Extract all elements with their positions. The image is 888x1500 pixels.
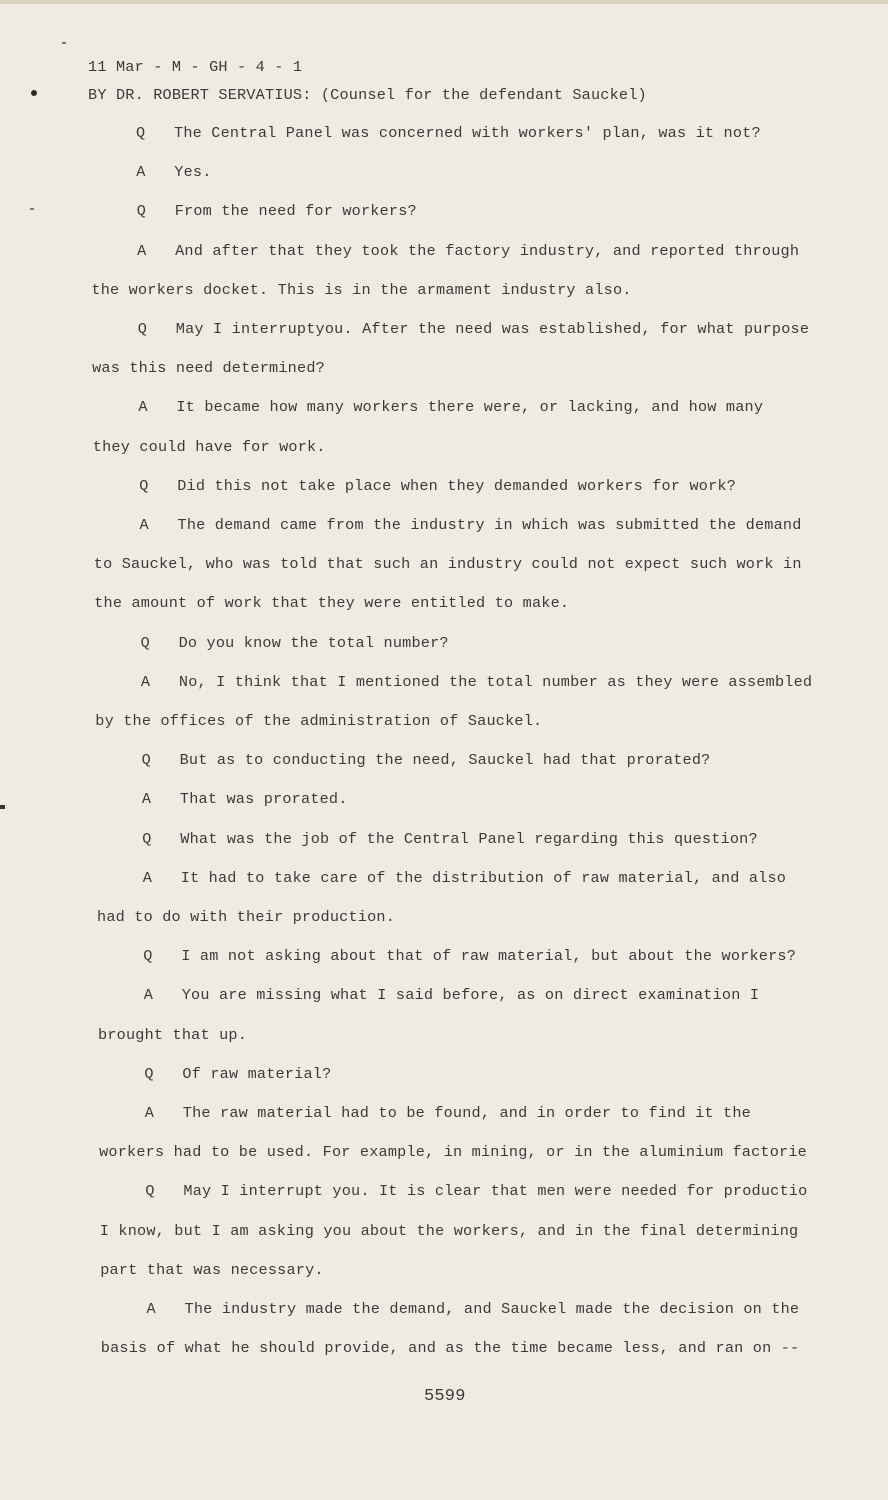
- speaker-label: A: [141, 790, 152, 809]
- transcript-line-answer: [142, 790, 348, 808]
- line-text: It had to take care of the distribution of raw material, and also: [180, 868, 787, 887]
- transcript-line-continuation: [98, 1026, 247, 1044]
- line-text: May I interrupt you. It is clear that men were needed for productio: [183, 1182, 808, 1201]
- line-text: part that was necessary.: [100, 1260, 324, 1279]
- transcript-line-question: [142, 830, 757, 848]
- line-text: The Central Panel was concerned with workers' plan, was it not?: [174, 124, 761, 142]
- transcript-line-answer: [136, 163, 211, 181]
- transcript-line-continuation: [93, 438, 326, 456]
- speaker-label: A: [142, 868, 153, 887]
- speaker-label: A: [138, 398, 148, 417]
- speaker-label: A: [136, 163, 146, 182]
- transcript-line-question: [143, 947, 796, 965]
- transcript-line-question: [136, 124, 761, 142]
- transcript-line-continuation: [100, 1222, 799, 1240]
- page-number: 5599: [424, 1387, 466, 1406]
- punch-hole-mark: [31, 90, 37, 96]
- transcript-line-continuation: [97, 908, 395, 926]
- speaker-label: Q: [142, 829, 152, 848]
- line-text: Of raw material?: [182, 1064, 332, 1083]
- transcript-line-answer: [141, 673, 812, 691]
- transcript-line-continuation: [100, 1261, 324, 1279]
- speaker-label: Q: [136, 202, 147, 221]
- margin-mark: [62, 42, 66, 44]
- line-text: From the need for workers?: [174, 202, 417, 221]
- line-text: they could have for work.: [92, 437, 326, 456]
- transcript-line-continuation: [92, 359, 325, 377]
- page-top-edge: [0, 0, 888, 4]
- line-text: basis of what he should provide, and as the time became less, and ran on --: [100, 1339, 800, 1358]
- speaker-label: Q: [144, 1064, 154, 1083]
- line-text: No, I think that I mentioned the total number as they were assembled: [178, 672, 813, 691]
- transcript-line-answer: [144, 986, 759, 1004]
- line-text: Do you know the total number?: [178, 633, 449, 652]
- line-text: workers had to be used. For example, in mining, or in the aluminium factorie: [99, 1143, 807, 1162]
- margin-mark: [30, 208, 34, 210]
- line-text: the workers docket. This is in the armament industry also.: [91, 280, 632, 299]
- transcript-line-question: [144, 1065, 331, 1083]
- transcript-line-question: [142, 751, 711, 769]
- document-reference: 11 Mar - M - GH - 4 - 1: [88, 58, 303, 76]
- line-text: by the offices of the administration of Sauckel.: [95, 712, 543, 730]
- speaker-label: Q: [136, 124, 146, 142]
- line-text: brought that up.: [98, 1025, 248, 1044]
- line-text: The industry made the demand, and Sauckel made the decision on the: [184, 1300, 800, 1318]
- speaker-label: A: [144, 1104, 155, 1122]
- line-text: Yes.: [174, 163, 212, 182]
- transcript-line-question: [137, 202, 417, 220]
- transcript-line-answer: [138, 398, 763, 416]
- speaker-label: Q: [139, 476, 149, 495]
- speaker-label: Q: [143, 947, 153, 966]
- transcript-line-question: [139, 477, 736, 495]
- transcript-line-continuation: [95, 712, 542, 730]
- line-text: I know, but I am asking you about the workers, and in the final determining: [99, 1221, 799, 1240]
- line-text: What was the job of the Central Panel regarding this question?: [180, 829, 758, 848]
- line-text: You are missing what I said before, as on direct examination I: [181, 986, 760, 1005]
- line-text: The demand came from the industry in which was submitted the demand: [177, 516, 802, 534]
- transcript-line-question: [138, 320, 809, 338]
- transcript-line-answer: [145, 1104, 751, 1122]
- speaker-label: A: [143, 986, 154, 1005]
- speaker-label: A: [146, 1300, 156, 1318]
- line-text: And after that they took the factory industry, and reported through: [175, 241, 800, 260]
- speaker-label: Q: [140, 633, 150, 652]
- transcript-line-question: [145, 1182, 807, 1200]
- speaker-label: Q: [145, 1182, 155, 1201]
- line-text: It became how many workers there were, or lacking, and how many: [176, 398, 764, 417]
- transcript-line-continuation: [99, 1143, 807, 1161]
- speaker-label: Q: [137, 320, 148, 338]
- transcript-line-continuation: [94, 555, 802, 573]
- line-text: to Sauckel, who was told that such an industry could not expect such work in: [93, 555, 802, 574]
- line-text: Did this not take place when they demanded workers for work?: [177, 476, 737, 495]
- line-text: The raw material had to be found, and in order to find it the: [182, 1104, 751, 1122]
- transcript-line-continuation: [94, 594, 569, 612]
- line-text: That was prorated.: [179, 790, 348, 809]
- speaker-label: Q: [141, 751, 151, 770]
- transcript-line-answer: [147, 1300, 800, 1318]
- transcript-line-continuation: [101, 1339, 800, 1357]
- line-text: had to do with their production.: [97, 908, 396, 926]
- transcript-line-answer: [143, 869, 786, 887]
- transcript-line-continuation: [91, 281, 631, 299]
- speaker-label: A: [140, 672, 151, 691]
- transcript-line-question: [141, 634, 449, 652]
- transcript-line-answer: [137, 242, 799, 260]
- examiner-heading: BY DR. ROBERT SERVATIUS: (Counsel for the defendant Sauckel): [88, 86, 647, 104]
- margin-mark: [0, 805, 5, 809]
- line-text: But as to conducting the need, Sauckel had that prorated?: [179, 751, 711, 770]
- speaker-label: A: [137, 241, 147, 260]
- transcript-line-answer: [140, 516, 802, 534]
- line-text: May I interruptyou. After the need was established, for what purpose: [175, 320, 810, 338]
- line-text: the amount of work that they were entitled to make.: [94, 594, 570, 613]
- speaker-label: A: [139, 516, 149, 534]
- line-text: was this need determined?: [92, 359, 325, 378]
- line-text: I am not asking about that of raw material, but about the workers?: [181, 947, 797, 966]
